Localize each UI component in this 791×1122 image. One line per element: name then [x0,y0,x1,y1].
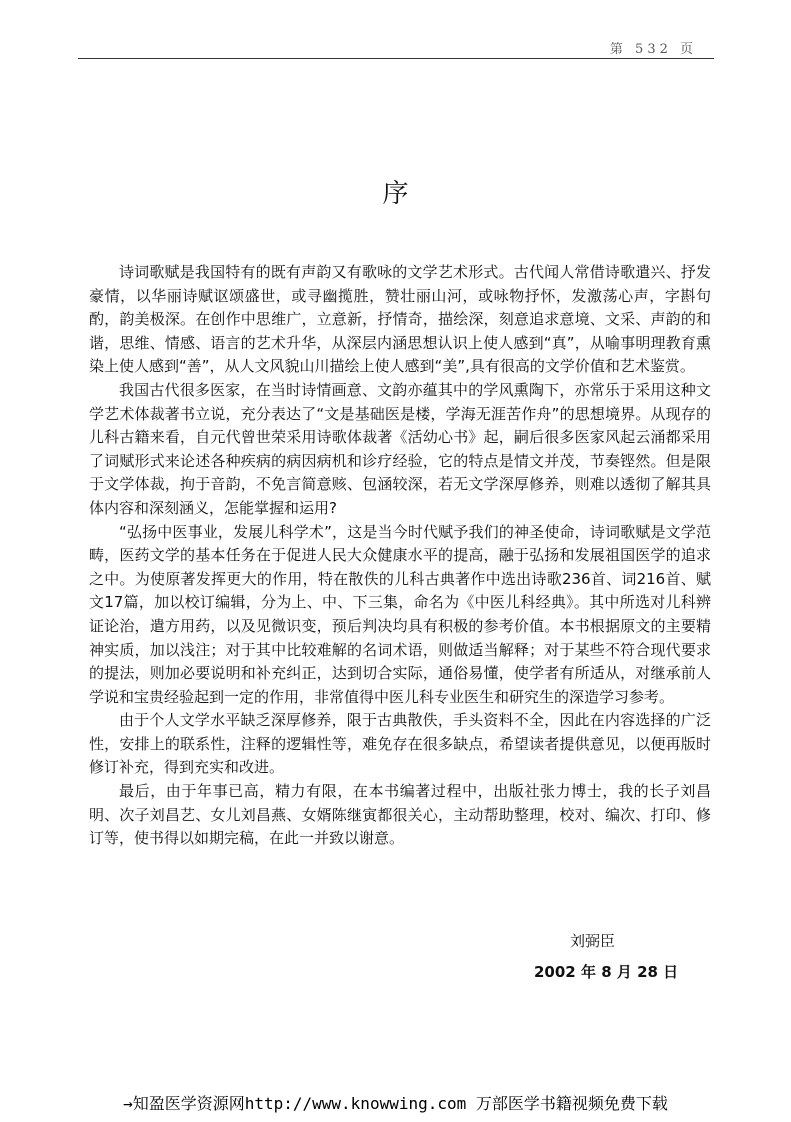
paragraph-2: 我国古代很多医家，在当时诗情画意、文韵亦蕴其中的学风熏陶下，亦常乐于采用这种文学艺术体裁著书立说，充分表达了“文是基础医是楼，学海无涯苦作舟”的思想境界。从现存的儿科古籍来看，自元代曾世荣采用诗歌体裁著《活幼心书》起，嗣后很多医家风起云涌都采用了词赋形式来论述各种疾病的病因病机和诊疗经验，它的特点是情文并茂，节奏铿然。但是限于文学体裁，拘于音韵，不免言简意赅、包涵较深，若无文学深厚修养，则难以透彻了解其具体内容和深刻涵义，怎能掌握和运用? [89,380,711,517]
paragraph-3: “弘扬中医事业，发展儿科学术”，这是当今时代赋予我们的神圣使命，诗词歌赋是文学范畴，医药文学的基本任务在于促进人民大众健康水平的提高，融于弘扬和发展祖国医学的追求之中。为使原著发挥更大的作用，特在散佚的儿科古典著作中选出诗歌236首、词216首、赋文17篇，加以校订编辑，分为上、中、下三集，命名为《中医儿科经典》。其中所选对儿科辨证论治，遣方用药，以及见微识变，预后判决均具有积极的参考价值。本书根据原文的主要精神实质，加以浅注；对于其中比较难解的名词术语，则做适当解释；对于某些不符合现代要求的提法，则加必要说明和补充纠正，达到切合实际，通俗易懂，使学者有所适从，对继承前人学说和宝贵经验起到一定的作用，非常值得中医儿科专业医生和研究生的深造学习参考。 [89,522,711,706]
author-signature: 刘弼臣 [570,932,616,950]
paragraph-4: 由于个人文学水平缺乏深厚修养，限于古典散佚，手头资料不全，因此在内容选择的广泛性，安排上的联系性，注释的逻辑性等，难免存在很多缺点，希望读者提供意见，以便再版时修订补充，得到充实和改进。 [89,711,711,777]
header-divider [78,58,714,59]
preface-date: 2002 年 8 月 28 日 [534,963,679,981]
page-number: 第 532 页 [609,42,697,57]
paragraph-1: 诗词歌赋是我国特有的既有声韵又有歌咏的文学艺术形式。古代闻人常借诗歌遣兴、抒发豪情，以华丽诗赋讴颂盛世，或寻幽揽胜，赞壮丽山河，或咏物抒怀，发激荡心声，字斟句酌，韵美极深。在创作中思维广，立意新，抒情奇，描绘深，刻意追求意境、文采、声韵的和谐，思维、情感、语言的艺术升华，从深层内涵思想认识上使人感到“真”，从喻事明理教育熏染上使人感到“善”，从人文风貌山川描绘上使人感到“美”,具有很高的文学价值和艺术鉴赏。 [89,263,711,376]
page-title: 序 [382,179,409,210]
footer-watermark: →知盈医学资源网http://www.knowwing.com 万部医学书籍视频免费下载 [123,1094,668,1113]
preface-body [89,261,711,851]
paragraph-5: 最后，由于年事已高，精力有限，在本书编著过程中，出版社张力博士，我的长子刘昌明、次子刘昌艺、女儿刘昌燕、女婿陈继寅都很关心，主动帮助整理，校对、编次、打印、修订等，使书得以如期完稿，在此一并致以谢意。 [89,782,711,848]
